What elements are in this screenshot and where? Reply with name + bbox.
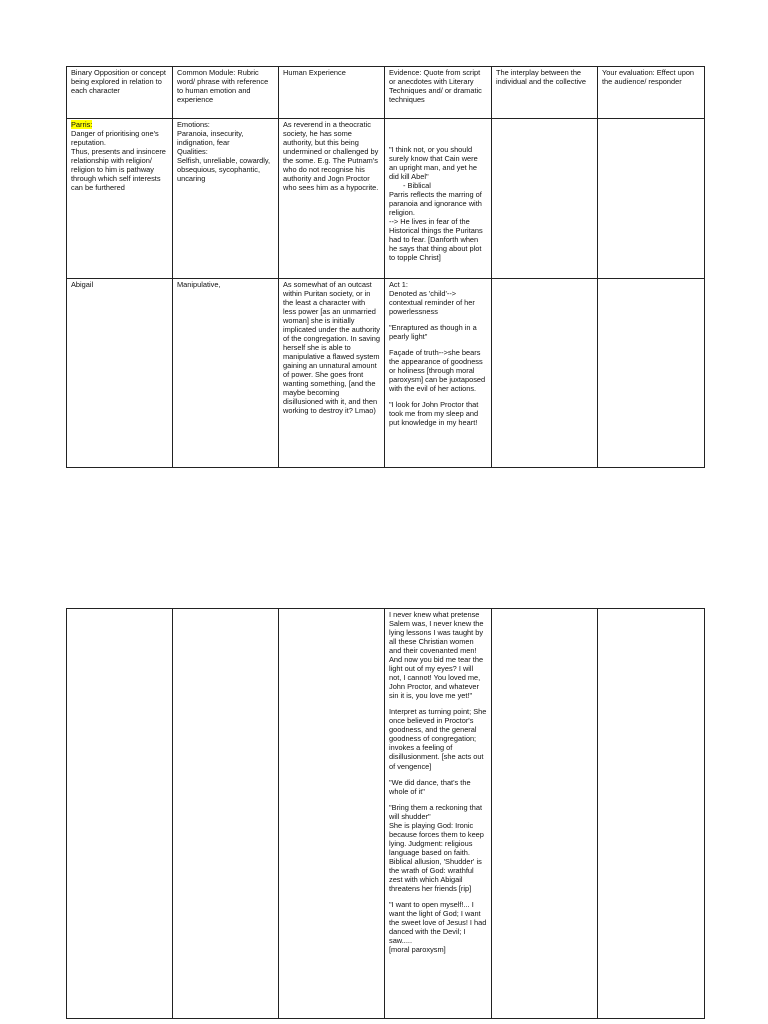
analysis-table [66,66,705,468]
parris-rubric-cell: Emotions: Paranoia, insecurity, indignation, fear Qualities: Selfish, unreliable, cowardly, obsequious, sycophantic, uncaring [173,119,279,279]
cont-rubric-cell [173,609,279,1019]
header-evidence: Evidence: Quote from script or anecdotes with Literary Techniques and/ or dramatic techniques [385,67,492,119]
cont-human-cell [279,609,385,1019]
abigail-evidence-4: "I look for John Proctor that took me from my sleep and put knowledge in my heart! [389,400,479,428]
abigail-evidence-2: "Enraptured as though in a pearly light" [389,323,477,342]
table-row-abigail-continued [67,609,705,1019]
header-rubric: Common Module: Rubric word/ phrase with reference to human emotion and experience [173,67,279,119]
parris-name-highlight: Parris: [71,120,93,129]
parris-human-cell: As reverend in a theocratic society, he has some authority, but this being undermined or challenged by the some. E.g. The Putnam's who do not recognise his authority and Jogn Proctor who sees him as a hypocrite. [279,119,385,279]
parris-concept-text: Danger of prioritising one's reputation. Thus, presents and insincere relationship with religion/ religion to him is pathway through which self interests can be furthered [71,129,166,193]
parris-evidence-rest: Parris reflects the marring of paranoia and ignorance with religion. --> He lives in fear of the Historical things the Puritans had to fear. [Danforth when he says that thing about plot to topple Christ] [389,190,483,263]
cont-evidence-2: Interpret as turning point; She once believed in Proctor's goodness, and the general goodness of congregation; invokes a feeling of disillusionment. [she acts out of vengence] [389,707,487,771]
abigail-rubric-cell: Manipulative, [173,279,279,468]
header-human-experience: Human Experience [279,67,385,119]
cont-evidence-cell [385,609,492,1019]
abigail-evidence-cell [385,279,492,468]
abigail-human-cell: As somewhat of an outcast within Puritan society, or in the least a character with less power [as an unmarried woman] she is initially implicated under the authority of the congregation. In saving herself she is able to manipulative a flawed system gaining an unnatural amount of power. She goes front wanting something, [and the maybe becoming disillusioned with it, and then working to destroy it? Lmao) [279,279,385,468]
abigail-evidence-3: Façade of truth-->she bears the appearance of goodness or holiness [through moral paroxysm] can be juxtaposed with the evil of her actions. [389,348,486,394]
table-header-row [67,67,705,119]
abigail-concept-cell: Abigail [67,279,173,468]
parris-evaluation-cell [598,119,705,279]
cont-concept-cell [67,609,173,1019]
parris-evidence-quote: "I think not, or you should surely know that Cain were an upright man, and yet he did kill Abel" [389,145,478,182]
abigail-interplay-cell [492,279,598,468]
parris-evidence-bullet: - Biblical [403,181,431,191]
abigail-evidence-1: Act 1: Denoted as 'child'--> contextual reminder of her powerlessness [389,280,475,317]
cont-evidence-5: "I want to open myself!... I want the light of God; I want the sweet love of Jesus! I had danced with the Devil; I saw..... [moral paroxysm] [389,899,487,955]
header-concept: Binary Opposition or concept being explored in relation to each character [67,67,173,119]
parris-evidence-cell [385,119,492,279]
cont-evidence-4: "Bring them a reckoning that will shudder" She is playing God: Ironic because forces them to keep lying. Judgment: religious language based on faith. Biblical allusion, 'Shudder' is the wrath of God: wrathful zest with which Abigail threatens her friends [rip] [389,802,484,893]
table-row-parris [67,119,705,279]
cont-evidence-3: "We did dance, that's the whole of it" [389,777,471,796]
cont-evidence-1: I never knew what pretense Salem was, I never knew the lying lessons I was taught by all these Christian women and their covenanted men! And now you bid me tear the light out of my eyes? I will not, I cannot! You loved me, John Proctor, and whatever sin it is, you love me yet!" [389,610,484,701]
header-interplay: The interplay between the individual and the collective [492,67,598,119]
header-evaluation: Your evaluation: Effect upon the audience/ responder [598,67,705,119]
parris-interplay-cell [492,119,598,279]
parris-concept-cell [67,119,173,279]
table-row-abigail [67,279,705,468]
cont-evaluation-cell [598,609,705,1019]
analysis-table-continued [66,608,705,1019]
cont-interplay-cell [492,609,598,1019]
abigail-evaluation-cell [598,279,705,468]
